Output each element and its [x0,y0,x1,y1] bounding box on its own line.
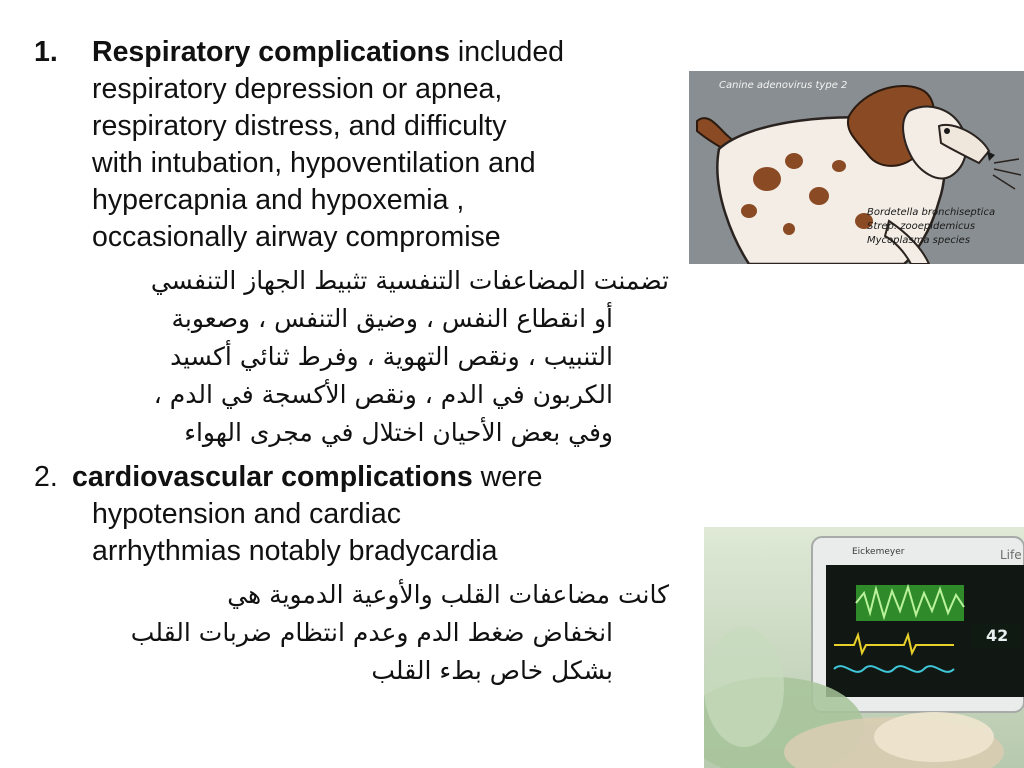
item1-line-2: respiratory distress, and difficulty [92,110,507,142]
item2-english [34,459,684,570]
item1-line-3: with intubation, hypoventilation and [92,147,536,179]
item1-line-1: respiratory depression or apnea, [92,73,503,105]
monitor-brand-right: Life [1000,548,1022,562]
item1-arabic-line-3: الكربون في الدم ، ونقص الأكسجة في الدم ، [153,380,613,409]
item2-arabic [131,576,669,690]
item1-arabic-line-4: وفي بعض الأحيان اختلال في مجرى الهواء [184,418,613,447]
item1-arabic-line-0: تضمنت المضاعفات التنفسية تثبيط الجهاز التنفسي [150,266,669,295]
item1-heading: Respiratory complications [92,36,450,68]
item1-number: 1. [34,36,58,68]
dog-illustration-art [689,71,1024,264]
monitor-photo-art [704,527,1024,768]
dog-caption-bottom-2: Mycoplasma species [867,235,971,246]
item2-line-2: arrhythmias notably bradycardia [92,535,498,567]
item1-arabic-line-1: أو انقطاع النفس ، وضيق التنفس ، وصعوبة [171,304,613,333]
dog-illustration [689,71,1024,264]
item1-arabic-line-2: التنبيب ، ونقص التهوية ، وفرط ثنائي أكسيد [170,342,613,371]
item2-number: 2. [34,461,58,493]
monitor-brand: Eickemeyer [852,547,905,557]
item2-arabic-line-2: بشكل خاص بطء القلب [371,656,613,685]
item2-line-1: hypotension and cardiac [92,498,401,530]
item2-line-0: were [472,461,543,493]
item2-arabic-line-1: انخفاض ضغط الدم وعدم انتظام ضربات القلب [130,618,613,647]
dog-caption-bottom-1: Strep. zooepidemicus [867,221,976,232]
item1-arabic [151,262,669,452]
item1-line-0: included [449,36,565,68]
dog-caption-top: Canine adenovirus type 2 [719,80,848,91]
item1-line-4: hypercapnia and hypoxemia , [92,184,465,216]
item1-english [34,34,684,256]
item2-arabic-line-0: كانت مضاعفات القلب والأوعية الدموية هي [227,580,669,609]
monitor-reading: 42 [986,626,1009,645]
dog-caption-bottom-0: Bordetella bronchiseptica [867,207,996,218]
monitor-photo [704,527,1024,768]
item1-line-5: occasionally airway compromise [92,221,501,253]
item2-heading: cardiovascular complications [72,461,473,493]
